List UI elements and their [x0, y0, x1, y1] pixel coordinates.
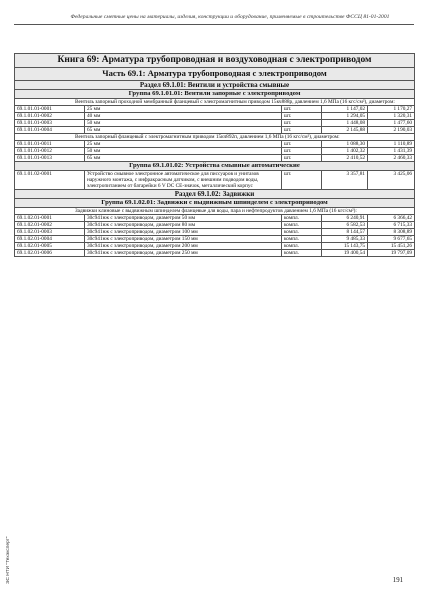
item-name: 30с941нж с электроприводом, диаметром 250 мм: [85, 250, 282, 257]
price-estimate: 19 400,54: [322, 250, 368, 257]
price-estimate: 9 485,33: [322, 236, 368, 243]
page-number: 191: [392, 577, 403, 584]
price-release: 1 431,39: [368, 148, 415, 155]
item-unit: компл.: [282, 229, 322, 236]
price-release: 1 477,60: [368, 119, 415, 126]
price-estimate: 3 357,81: [322, 170, 368, 189]
group-title: Группа 69.1.02.01: Задвижки с выдвижным шпинделем с электроприводом: [15, 199, 415, 208]
item-unit: шт.: [282, 170, 322, 189]
item-unit: компл.: [282, 222, 322, 229]
price-estimate: 2 410,52: [322, 155, 368, 162]
price-release: 3 425,06: [368, 170, 415, 189]
item-code: 69.1.01.01-0003: [15, 119, 85, 126]
item-unit: шт.: [282, 148, 322, 155]
item-name: 40 мм: [85, 112, 282, 119]
group-title: Группа 69.1.01.02: Устройства смывные автоматические: [15, 162, 415, 171]
item-code: 69.1.02.01-0003: [15, 229, 85, 236]
table-row: [15, 170, 415, 189]
price-estimate: 1 448,08: [322, 119, 368, 126]
item-code: 69.1.01.01-0002: [15, 112, 85, 119]
book-title: Книга 69: Арматура трубопроводная и воздуховодная с электроприводом: [15, 54, 415, 68]
price-estimate: 1 147,02: [322, 105, 368, 112]
table-row: [15, 155, 415, 162]
item-name: 65 мм: [85, 155, 282, 162]
item-code: 69.1.01.01-0011: [15, 141, 85, 148]
price-estimate: 1 294,05: [322, 112, 368, 119]
price-release: 2 190,03: [368, 126, 415, 133]
table-row: [15, 236, 415, 243]
header-divider: [14, 24, 414, 25]
group-title-row: [15, 199, 415, 208]
table-row: [15, 148, 415, 155]
item-name: 30с941нж с электроприводом, диаметром 50 мм: [85, 215, 282, 222]
description-row: [15, 207, 415, 214]
item-code: 69.1.02.01-0002: [15, 222, 85, 229]
group-title: Группа 69.1.01.01: Вентили запорные с электроприводом: [15, 89, 415, 98]
item-code: 69.1.01.02-0001: [15, 170, 85, 189]
section-title: Раздел 69.1.02: Задвижки: [15, 190, 415, 199]
price-release: 1 170,27: [368, 105, 415, 112]
price-table-body: [15, 54, 415, 257]
item-code: 69.1.02.01-0001: [15, 215, 85, 222]
item-code: 69.1.01.01-0004: [15, 126, 85, 133]
item-unit: шт.: [282, 112, 322, 119]
table-row: [15, 126, 415, 133]
description-row: [15, 133, 415, 140]
group-title-row: [15, 162, 415, 171]
item-code: 69.1.02.01-0004: [15, 236, 85, 243]
table-row: [15, 112, 415, 119]
item-name: 30с941нж с электроприводом, диаметром 200 мм: [85, 243, 282, 250]
running-header: Федеральные сметные цены на материалы, изделия, конструкции и оборудование, применяемые в строительстве ФССЦ 81-01-2001: [70, 14, 390, 20]
item-name: 50 мм: [85, 119, 282, 126]
price-release: 1 320,31: [368, 112, 415, 119]
price-release: 1 110,89: [368, 141, 415, 148]
item-unit: шт.: [282, 155, 322, 162]
book-title-row: [15, 54, 415, 68]
price-release: 8 308,89: [368, 229, 415, 236]
part-title: Часть 69.1: Арматура трубопроводная с электроприводом: [15, 67, 415, 80]
side-note: ЭС НТИ "Техэксперт": [6, 536, 11, 584]
item-name: 30с941нж с электроприводом, диаметром 100 мм: [85, 229, 282, 236]
price-release: 6 366,42: [368, 215, 415, 222]
section-title: Раздел 69.1.01: Вентили и устройства смывные: [15, 80, 415, 89]
item-unit: компл.: [282, 250, 322, 257]
item-unit: компл.: [282, 215, 322, 222]
item-unit: шт.: [282, 141, 322, 148]
group-title-row: [15, 89, 415, 98]
item-name: 25 мм: [85, 141, 282, 148]
table-row: [15, 119, 415, 126]
item-name: 30с941нж с электроприводом, диаметром 80 мм: [85, 222, 282, 229]
item-code: 69.1.01.01-0012: [15, 148, 85, 155]
item-unit: шт.: [282, 105, 322, 112]
price-estimate: 6 582,53: [322, 222, 368, 229]
item-name: 65 мм: [85, 126, 282, 133]
item-code: 69.1.01.01-0001: [15, 105, 85, 112]
price-release: 2 460,33: [368, 155, 415, 162]
price-release: 19 797,09: [368, 250, 415, 257]
table-row: [15, 243, 415, 250]
price-estimate: 15 143,75: [322, 243, 368, 250]
item-code: 69.1.02.01-0005: [15, 243, 85, 250]
table-row: [15, 215, 415, 222]
item-description: Вентиль запорный фланцевый с электромагнитным приводом 15кч892п, давлением 1,6 МПа (16 кгс/см²), диаметром:: [15, 133, 415, 140]
table-row: [15, 222, 415, 229]
part-title-row: [15, 67, 415, 80]
price-estimate: 6 240,91: [322, 215, 368, 222]
section-title-row: [15, 190, 415, 199]
item-description: Задвижки клиновые с выдвижным шпинделем фланцевые для воды, пара и нефтепродуктов давлением 1,6 МПа (16 кгс/см²):: [15, 207, 415, 214]
price-estimate: 2 145,88: [322, 126, 368, 133]
table-row: [15, 250, 415, 257]
item-code: 69.1.02.01-0006: [15, 250, 85, 257]
item-unit: шт.: [282, 119, 322, 126]
item-unit: шт.: [282, 126, 322, 133]
price-estimate: 8 144,57: [322, 229, 368, 236]
table-row: [15, 229, 415, 236]
price-estimate: 1 402,32: [322, 148, 368, 155]
item-unit: компл.: [282, 236, 322, 243]
price-release: 15 451,26: [368, 243, 415, 250]
price-release: 6 715,33: [368, 222, 415, 229]
table-row: [15, 105, 415, 112]
item-description: Вентиль запорный проходной мембранный фланцевый с электромагнитным приводом 15кч888р, давлением 1,6 МПа (16 кгс/см²), диаметром:: [15, 98, 415, 105]
price-release: 9 677,65: [368, 236, 415, 243]
item-name: 30с941нж с электроприводом, диаметром 150 мм: [85, 236, 282, 243]
section-title-row: [15, 80, 415, 89]
item-code: 69.1.01.01-0013: [15, 155, 85, 162]
price-table: [14, 53, 415, 257]
item-name: Устройство смывное электронное автоматическое для писсуаров и унитазов наружного монтажа, с инфракрасным датчиком, с внешним подводом воды, электропитанием от батарейки 6 V DC CE-значок, металлический корпус: [85, 170, 282, 189]
item-name: 50 мм: [85, 148, 282, 155]
price-estimate: 1 088,30: [322, 141, 368, 148]
item-name: 25 мм: [85, 105, 282, 112]
table-row: [15, 141, 415, 148]
item-unit: компл.: [282, 243, 322, 250]
description-row: [15, 98, 415, 105]
